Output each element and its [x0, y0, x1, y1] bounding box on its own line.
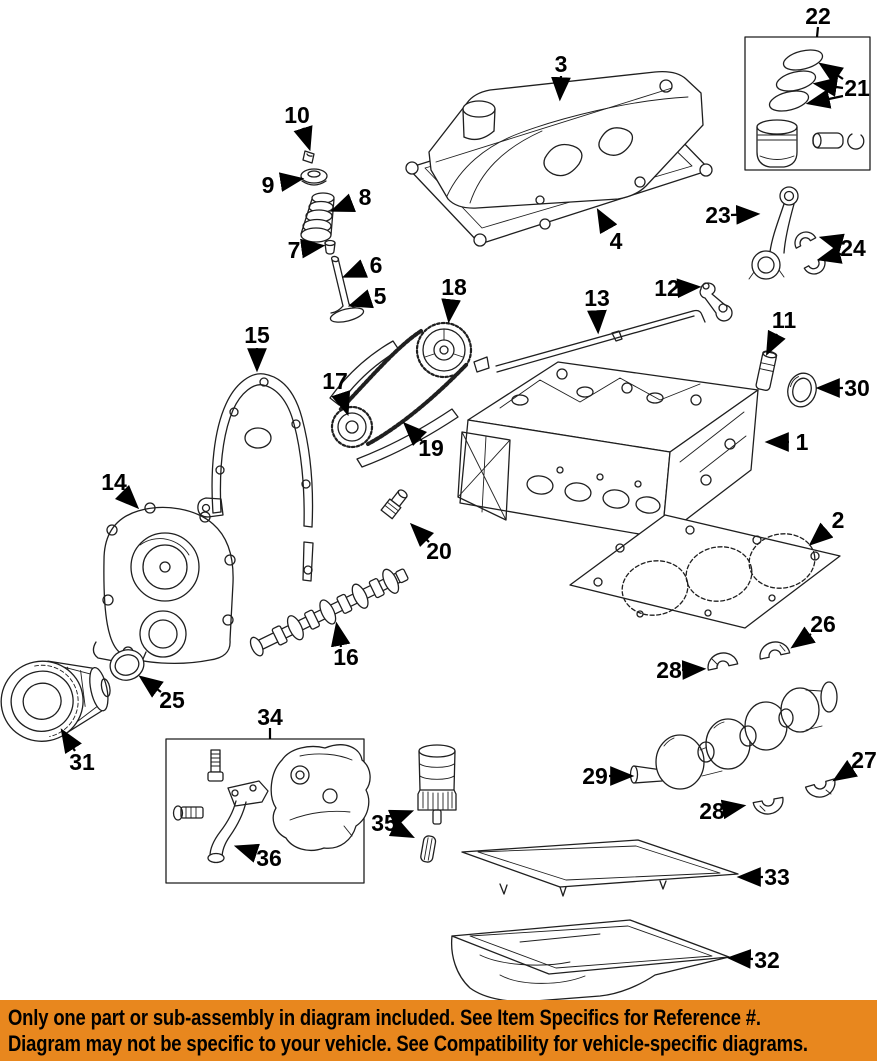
callout-23: 23	[705, 202, 731, 228]
callout-5: 5	[373, 283, 387, 309]
callout-15: 15	[244, 322, 270, 348]
part-oil-filter-adapter	[418, 745, 456, 863]
part-camshaft-seal	[784, 370, 820, 410]
part-main-bearings-lower	[753, 779, 838, 817]
part-rod-bearings	[791, 228, 829, 278]
callout-13: 13	[584, 285, 610, 311]
part-connecting-rod	[749, 187, 798, 279]
callout-7: 7	[287, 237, 301, 263]
piston-pin	[813, 133, 843, 148]
callout-14: 14	[101, 469, 127, 495]
part-crankshaft	[631, 682, 838, 789]
part-head-gasket	[570, 515, 840, 628]
part-lash-adjuster	[755, 350, 777, 391]
pump-bolt-vertical	[208, 750, 223, 781]
part-piston-kit-box	[745, 37, 870, 170]
callout-33: 33	[764, 864, 790, 890]
callout-9: 9	[261, 172, 275, 198]
disclaimer-banner	[0, 1000, 877, 1061]
disclaimer-line2: Diagram may not be specific to your vehicle. See Compatibility for vehicle-specific diagrams.	[8, 1031, 808, 1056]
part-cylinder-head	[458, 362, 758, 538]
part-valve-keeper	[303, 151, 314, 163]
callout-25: 25	[159, 687, 185, 713]
part-valve-spring	[301, 193, 334, 242]
callout-18: 18	[441, 274, 467, 300]
part-timing-chain-kit	[330, 323, 471, 467]
part-camshaft	[247, 562, 412, 660]
callout-16: 16	[333, 644, 359, 670]
part-valve	[329, 256, 365, 325]
part-rocker-arm	[700, 283, 732, 321]
part-oil-level-tube	[474, 311, 705, 373]
callout-6: 6	[369, 252, 383, 278]
callout-3: 3	[554, 51, 568, 77]
callout-10: 10	[284, 102, 310, 128]
callout-17: 17	[322, 368, 348, 394]
callout-11: 11	[771, 307, 797, 333]
callout-29: 29	[582, 763, 608, 789]
callout-32: 32	[754, 947, 780, 973]
callout-19: 19	[418, 435, 444, 461]
part-spring-retainer	[301, 169, 327, 185]
part-oil-pan	[452, 920, 729, 1000]
part-oil-pan-gasket	[462, 840, 738, 896]
part-bolt	[381, 487, 410, 518]
callout-2: 2	[831, 507, 845, 533]
callout-4: 4	[609, 228, 623, 254]
callout-1: 1	[795, 429, 809, 455]
callout-12: 12	[654, 275, 680, 301]
piston	[757, 120, 797, 167]
part-harmonic-balancer	[0, 648, 118, 749]
callout-35: 35	[371, 810, 397, 836]
part-main-bearings-upper	[705, 639, 789, 670]
callout-27: 27	[851, 747, 877, 773]
callout-34: 34	[257, 704, 283, 730]
callout-28-lower: 28	[699, 798, 725, 824]
callout-20: 20	[426, 538, 452, 564]
callout-31: 31	[69, 749, 95, 775]
callout-26: 26	[810, 611, 836, 637]
callout-36: 36	[256, 845, 282, 871]
pin-clip	[848, 134, 864, 149]
part-valve-stem-seal	[325, 241, 335, 255]
pump-bolt-horizontal	[174, 806, 204, 820]
part-timing-cover	[93, 503, 235, 666]
part-valve-cover	[429, 72, 703, 208]
callout-21: 21	[844, 75, 870, 101]
disclaimer-line1: Only one part or sub-assembly in diagram included. See Item Specifics for Reference #.	[8, 1005, 761, 1030]
oil-pump-body	[271, 745, 370, 851]
callout-30: 30	[844, 375, 870, 401]
callout-8: 8	[358, 184, 372, 210]
piston-rings	[767, 46, 824, 114]
callout-22: 22	[805, 3, 831, 29]
callout-24: 24	[840, 235, 866, 261]
callout-28-upper: 28	[656, 657, 682, 683]
